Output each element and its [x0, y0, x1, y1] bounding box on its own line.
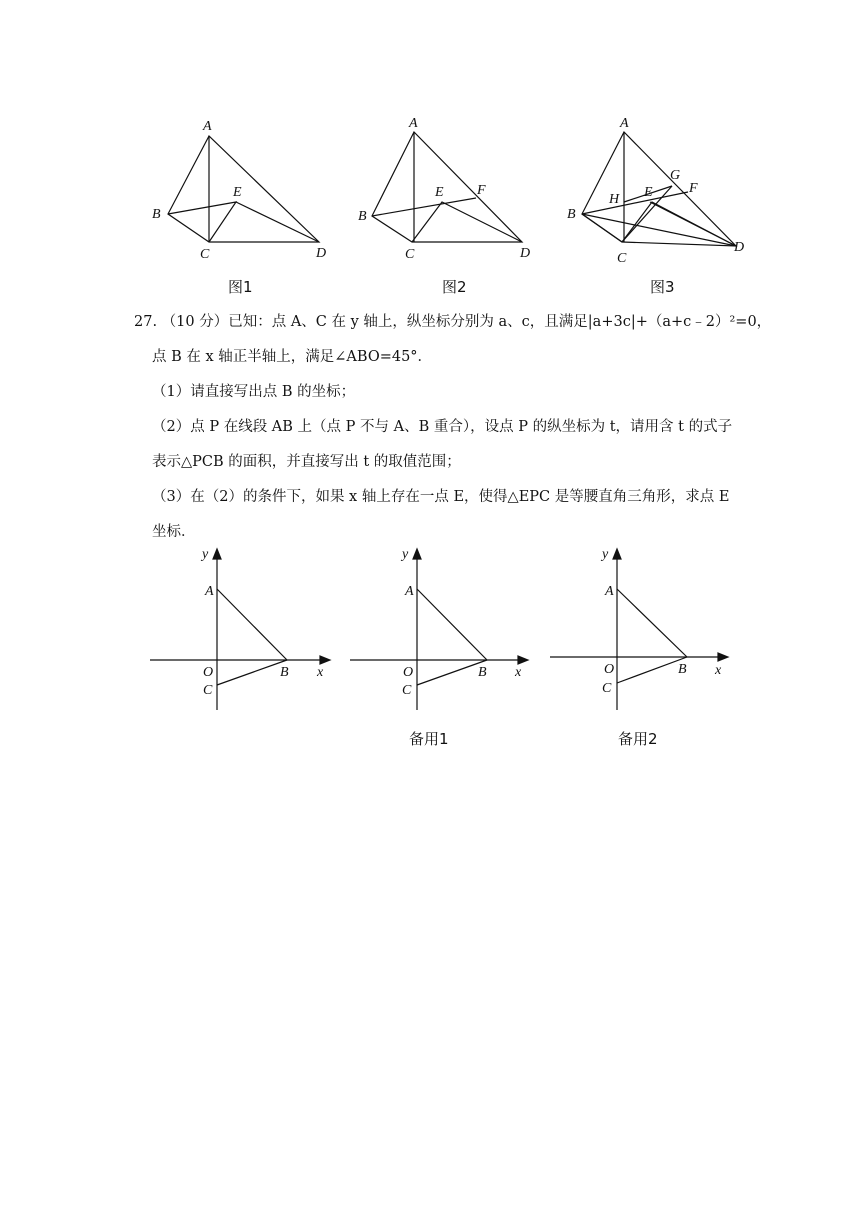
label-A: A — [409, 116, 418, 131]
spare-2-caption: 备用2 — [618, 730, 658, 748]
label-A: A — [205, 584, 214, 599]
figure-2 — [350, 110, 550, 264]
label-C: C — [617, 251, 627, 266]
label-F: F — [477, 183, 486, 198]
label-x: x — [317, 665, 324, 680]
label-B: B — [567, 207, 576, 222]
label-B: B — [152, 207, 161, 222]
problem-line-2: 点 B 在 x 轴正半轴上，满足∠ABO=45°． — [152, 349, 433, 365]
coordinate-figure-main — [150, 545, 340, 719]
label-y: y — [602, 547, 609, 562]
figure-3-diagram — [560, 110, 760, 266]
figure-3 — [560, 110, 760, 264]
problem-line-1: 27. （10 分）已知：点 A、C 在 y 轴上，纵坐标分别为 a、c，且满足|a+3c|+（a+c﹣2）²=0， — [134, 314, 772, 330]
label-E: E — [435, 185, 444, 200]
label-G: G — [670, 168, 681, 183]
coordinate-diagram — [150, 545, 340, 715]
label-D: D — [316, 246, 327, 261]
label-C: C — [203, 683, 213, 698]
coordinate-diagram — [550, 545, 740, 715]
spare-1-caption: 备用1 — [409, 730, 449, 748]
label-C: C — [200, 247, 210, 262]
label-D: D — [734, 240, 745, 255]
coordinate-figure-spare-1 — [350, 545, 540, 719]
label-H: H — [609, 192, 620, 207]
label-F: F — [689, 181, 698, 196]
question-2-line-1: （2）点 P 在线段 AB 上（点 P 不与 A、B 重合），设点 P 的纵坐标为 t，请用含 t 的式子 — [152, 419, 733, 435]
question-1: （1）请直接写出点 B 的坐标； — [152, 384, 356, 400]
label-x: x — [515, 665, 522, 680]
label-A: A — [605, 584, 614, 599]
figure-1-diagram — [140, 110, 340, 260]
figure-1 — [140, 110, 340, 264]
label-B: B — [478, 665, 487, 680]
figure-1-caption: 图1 — [228, 278, 253, 296]
figure-2-diagram — [350, 110, 550, 260]
label-O: O — [403, 665, 414, 680]
label-B: B — [280, 665, 289, 680]
figure-2-caption: 图2 — [442, 278, 467, 296]
label-B: B — [678, 662, 687, 677]
coordinate-diagram — [350, 545, 540, 715]
label-C: C — [405, 247, 415, 262]
label-A: A — [620, 116, 629, 131]
label-C: C — [402, 683, 412, 698]
label-A: A — [405, 584, 414, 599]
question-2-line-2: 表示△PCB 的面积，并直接写出 t 的取值范围； — [152, 454, 461, 470]
question-3-line-2: 坐标． — [152, 524, 196, 540]
coordinate-figure-spare-2 — [550, 545, 740, 719]
label-C: C — [602, 681, 612, 696]
label-D: D — [520, 246, 531, 261]
label-O: O — [604, 662, 615, 677]
label-x: x — [715, 663, 722, 678]
label-O: O — [203, 665, 214, 680]
label-E: E — [233, 185, 242, 200]
label-A: A — [203, 119, 212, 134]
figure-3-caption: 图3 — [650, 278, 675, 296]
label-B: B — [358, 209, 367, 224]
question-3-line-1: （3）在（2）的条件下，如果 x 轴上存在一点 E，使得△EPC 是等腰直角三角形，求点 E — [152, 489, 730, 505]
label-y: y — [202, 547, 209, 562]
label-E: E — [644, 185, 653, 200]
label-y: y — [402, 547, 409, 562]
